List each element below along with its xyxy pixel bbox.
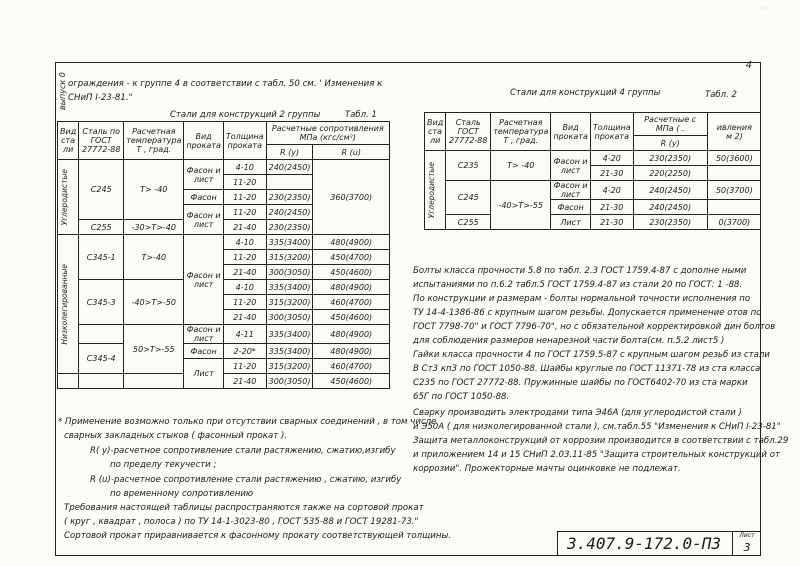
t1-h-vid: Вид ста ли xyxy=(60,127,77,154)
table2-label: Табл. 2 xyxy=(705,90,737,100)
intro-line-2: СНиП I-23-81." xyxy=(68,93,133,103)
side-label: выпуск 0 xyxy=(58,72,67,110)
title-block xyxy=(557,531,761,556)
table1-label: Табл. 1 xyxy=(345,110,377,120)
intro-line-1: ограждения - к группе 4 в соответствии с табл. 50 см. ' Изменения к xyxy=(68,79,383,89)
table2-caption: Стали для конструкций 4 группы xyxy=(510,88,661,98)
scan-noise: · · xyxy=(760,4,768,13)
t1-steel-c245: С245 xyxy=(79,160,124,220)
t1-ru-carbon: 360(3700) xyxy=(313,160,390,235)
t2-group-carbon: Углеродистые xyxy=(427,161,436,219)
sheet-cell: Лист 3 xyxy=(732,532,761,555)
document-code: 3.407.9-172.0-ПЗ xyxy=(566,534,722,553)
sheet-number-top: 4 xyxy=(745,60,752,71)
sheet-number: 3 xyxy=(743,541,751,554)
table1: Вид ста ли Сталь по ГОСТ 27772-88 Расчетная температура Т , град. Вид проката Толщина проката Расчетные сопротивления МПа (кгс/см²) R (y) R (u) Углеродистые С245 Т> -40 Фасон и лист 4-10 240(2450) 360(3700) 11-20 Фасон 11-20 230(2350) Фасон и лист 11-20 240(2450) С255 -30>Т>-40 21-40 230(2350) Низколегированные С345-1 Т>-40 Фасон и лист 4-10 335(3400) 480(4900) 11-20 315(3200) 450(4700) 21-40 300(3050) 450(4600) С345-3 -40>Т>-50 4-10 335(3400) 480(4900) 11-20 315(3200) 460(4700) 21-40 300(3050) 450(4600) 50>Т>-55 Фасон и лист 4-11 335(3400) 480(4900) С345-4 Фасон 2-20* 335(3400) 480(4900) Лист 11-20 315(3200) 460(4700) 21-40 300(3050) 450(4600) xyxy=(57,121,390,389)
t1-group-lowalloy: Низколегированные xyxy=(60,263,69,345)
table2: Вид ста ли Сталь ГОСТ 27772-88 Расчетная температура Т , град. Вид проката Толщина проката Расчетные с МПа ( . ивления м 2) R (y) Углеродистые С235 Т> -40 Фасон и лист 4-20 230(2350) 50(3600) 21-30 220(2250) С245 -40>Т>-55 Фасон и лист 4-20 240(2450) 50(3700) Фасон 21-30 240(2450) С255 Лист 21-30 230(2350) 0(3700) xyxy=(424,112,761,230)
t1-group-carbon: Углеродистые xyxy=(60,168,69,226)
table1-caption: Стали для конструкций 2 группы xyxy=(170,110,321,120)
